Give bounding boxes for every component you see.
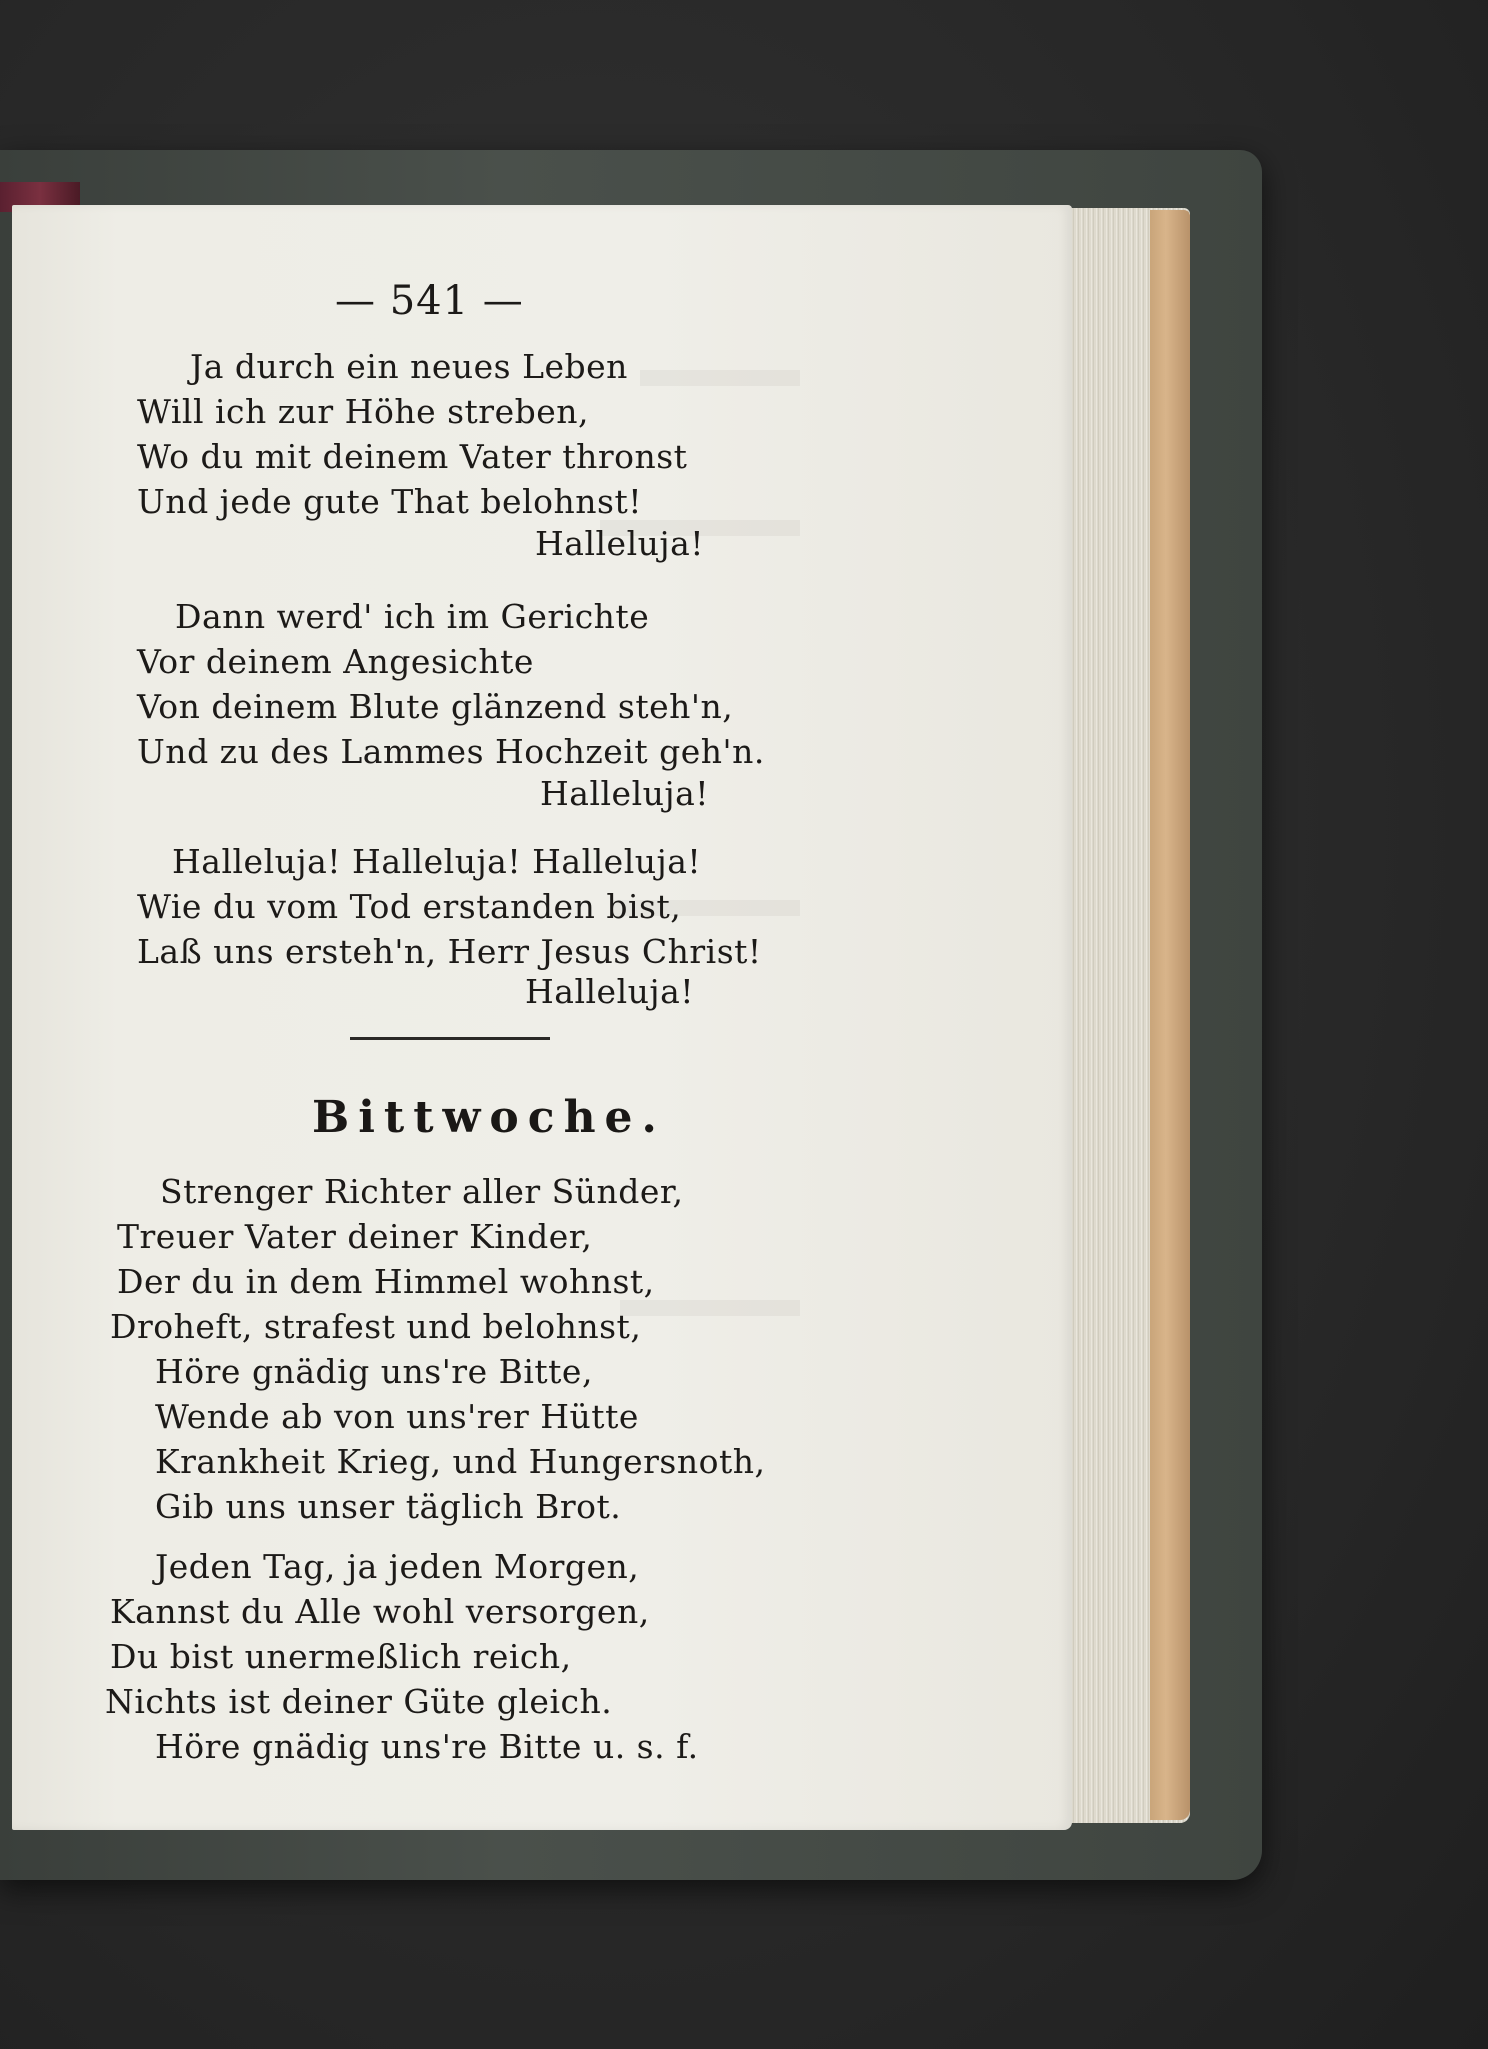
section-heading: Bittwoche. [312, 1092, 666, 1143]
verse-line: Will ich zur Höhe streben, [137, 392, 589, 431]
verse-line: Halleluja! Halleluja! Halleluja! [172, 842, 702, 881]
refrain: Halleluja! [525, 972, 695, 1011]
gilded-page-edges [1150, 210, 1190, 1820]
verse-line: Und jede gute That belohnst! [137, 482, 642, 521]
verse-line: Gib uns unser täglich Brot. [155, 1487, 622, 1526]
verse-line: Treuer Vater deiner Kinder, [117, 1217, 593, 1256]
verse-line: Und zu des Lammes Hochzeit geh'n. [137, 732, 765, 771]
verse-line: Höre gnädig uns're Bitte, [155, 1352, 593, 1391]
verse-line: Wo du mit deinem Vater thronst [137, 437, 688, 476]
page-number: — 541 — [335, 278, 524, 324]
verse-line: Von deinem Blute glänzend steh'n, [137, 687, 734, 726]
verse-line: Vor deinem Angesichte [137, 642, 534, 681]
verse-line: Wie du vom Tod erstanden bist, [137, 887, 682, 926]
verse-line: Dann werd' ich im Gerichte [175, 597, 650, 636]
verse-line: Droheft, strafest und belohnst, [110, 1307, 642, 1346]
verse-line: Der du in dem Himmel wohnst, [117, 1262, 655, 1301]
verse-line: Jeden Tag, ja jeden Morgen, [155, 1547, 640, 1586]
verse-line: Nichts ist deiner Güte gleich. [105, 1682, 613, 1721]
refrain: Halleluja! [540, 774, 710, 813]
verse-line: Kannst du Alle wohl versorgen, [110, 1592, 650, 1631]
verse-line: Strenger Richter aller Sünder, [160, 1172, 684, 1211]
verse-line: Laß uns ersteh'n, Herr Jesus Christ! [137, 932, 762, 971]
verse-line: Ja durch ein neues Leben [190, 347, 628, 386]
verse-line: Du bist unermeßlich reich, [110, 1637, 572, 1676]
bleed-through-texture [640, 370, 800, 386]
verse-line: Wende ab von uns'rer Hütte [155, 1397, 639, 1436]
section-divider [350, 1037, 550, 1040]
verse-line: Krankheit Krieg, und Hungersnoth, [155, 1442, 766, 1481]
refrain: Halleluja! [535, 524, 705, 563]
verse-line: Höre gnädig uns're Bitte u. s. f. [155, 1727, 699, 1766]
